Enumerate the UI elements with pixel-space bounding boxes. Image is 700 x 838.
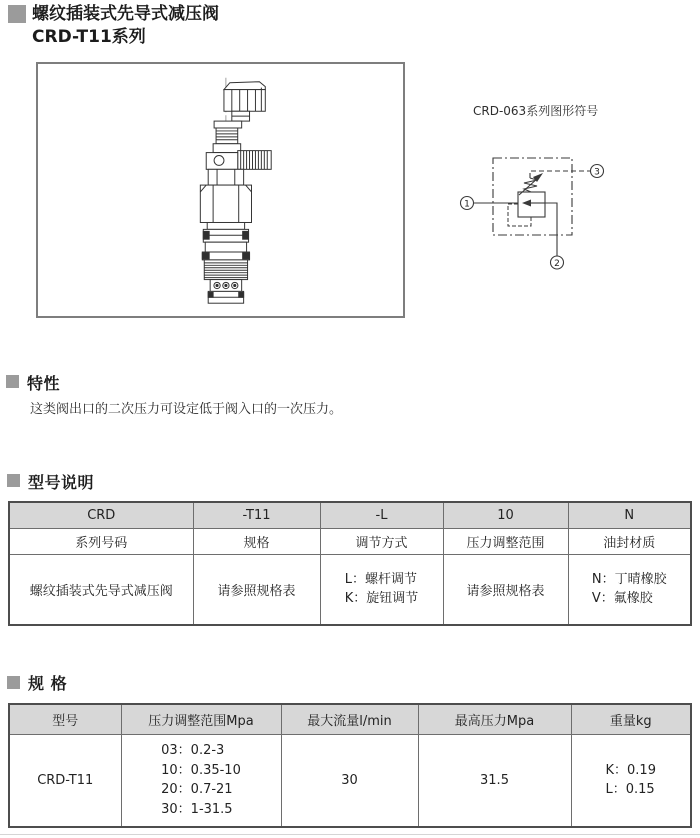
pressure-range-line: 20：0.7-21 — [161, 782, 233, 798]
seal-option: N：丁晴橡胶 — [591, 571, 667, 587]
page-bottom-rule — [0, 834, 700, 835]
weight-cell — [571, 734, 691, 827]
features-heading: 特性 — [27, 374, 61, 393]
model-code-row — [9, 502, 691, 528]
header-cell: 最高压力Mpa — [418, 704, 571, 734]
code-cell: -L — [320, 502, 443, 528]
model-code-heading: 型号说明 — [28, 473, 95, 492]
model-code-bullet-icon — [7, 474, 20, 487]
specs-bullet-icon — [7, 676, 20, 689]
specs-table — [8, 703, 692, 828]
weight-line: K：0.19 — [605, 762, 656, 778]
model-code-table — [8, 501, 692, 626]
description-row — [9, 554, 691, 625]
pressure-range-line: 30：1-31.5 — [161, 801, 233, 817]
adjust-option: L：螺杆调节 — [344, 571, 417, 587]
label-cell: 调节方式 — [320, 528, 443, 554]
max-flow-cell: 30 — [281, 734, 418, 827]
specs-header-row — [9, 704, 691, 734]
header-cell: 型号 — [9, 704, 121, 734]
code-cell: N — [568, 502, 691, 528]
page-title-line2: CRD-T11系列 — [32, 27, 146, 47]
model-cell: CRD-T11 — [9, 734, 121, 827]
header-cell: 压力调整范围Mpa — [121, 704, 281, 734]
port-1-label: 1 — [464, 199, 470, 210]
features-text: 这类阀出口的二次压力可设定低于阀入口的一次压力。 — [30, 402, 343, 417]
desc-cell: 螺纹插装式先导式减压阀 — [9, 554, 193, 625]
label-cell: 油封材质 — [568, 528, 691, 554]
specs-data-row — [9, 734, 691, 827]
max-pressure-cell: 31.5 — [418, 734, 571, 827]
desc-cell: 请参照规格表 — [443, 554, 568, 625]
weight-line: L：0.15 — [605, 782, 655, 798]
specs-heading: 规 格 — [28, 674, 68, 693]
header-cell: 最大流量l/min — [281, 704, 418, 734]
port-2-label: 2 — [554, 258, 560, 269]
adjust-option: K：旋钮调节 — [344, 591, 419, 607]
header-cell: 重量kg — [571, 704, 691, 734]
pressure-range-line: 10：0.35-10 — [161, 762, 241, 778]
label-row — [9, 528, 691, 554]
symbol-block — [440, 98, 694, 290]
label-cell: 系列号码 — [9, 528, 193, 554]
label-cell: 压力调整范围 — [443, 528, 568, 554]
code-cell: CRD — [9, 502, 193, 528]
label-cell: 规格 — [193, 528, 320, 554]
features-bullet-icon — [6, 375, 19, 388]
code-cell: 10 — [443, 502, 568, 528]
page-title-line1: 螺纹插装式先导式减压阀 — [32, 4, 219, 24]
hydraulic-symbol-diagram — [440, 98, 694, 290]
title-bullet-icon — [8, 5, 26, 23]
seal-option: V：氟橡胶 — [591, 591, 653, 607]
valve-technical-drawing — [38, 64, 403, 316]
port-3-label: 3 — [594, 167, 600, 178]
valve-drawing-box — [36, 62, 405, 318]
desc-cell — [320, 554, 443, 625]
page-title — [32, 3, 219, 49]
code-cell: -T11 — [193, 502, 320, 528]
pressure-range-cell — [121, 734, 281, 827]
symbol-label: CRD-063系列图形符号 — [473, 104, 599, 118]
pressure-range-line: 03：0.2-3 — [161, 743, 225, 759]
desc-cell — [568, 554, 691, 625]
desc-cell: 请参照规格表 — [193, 554, 320, 625]
